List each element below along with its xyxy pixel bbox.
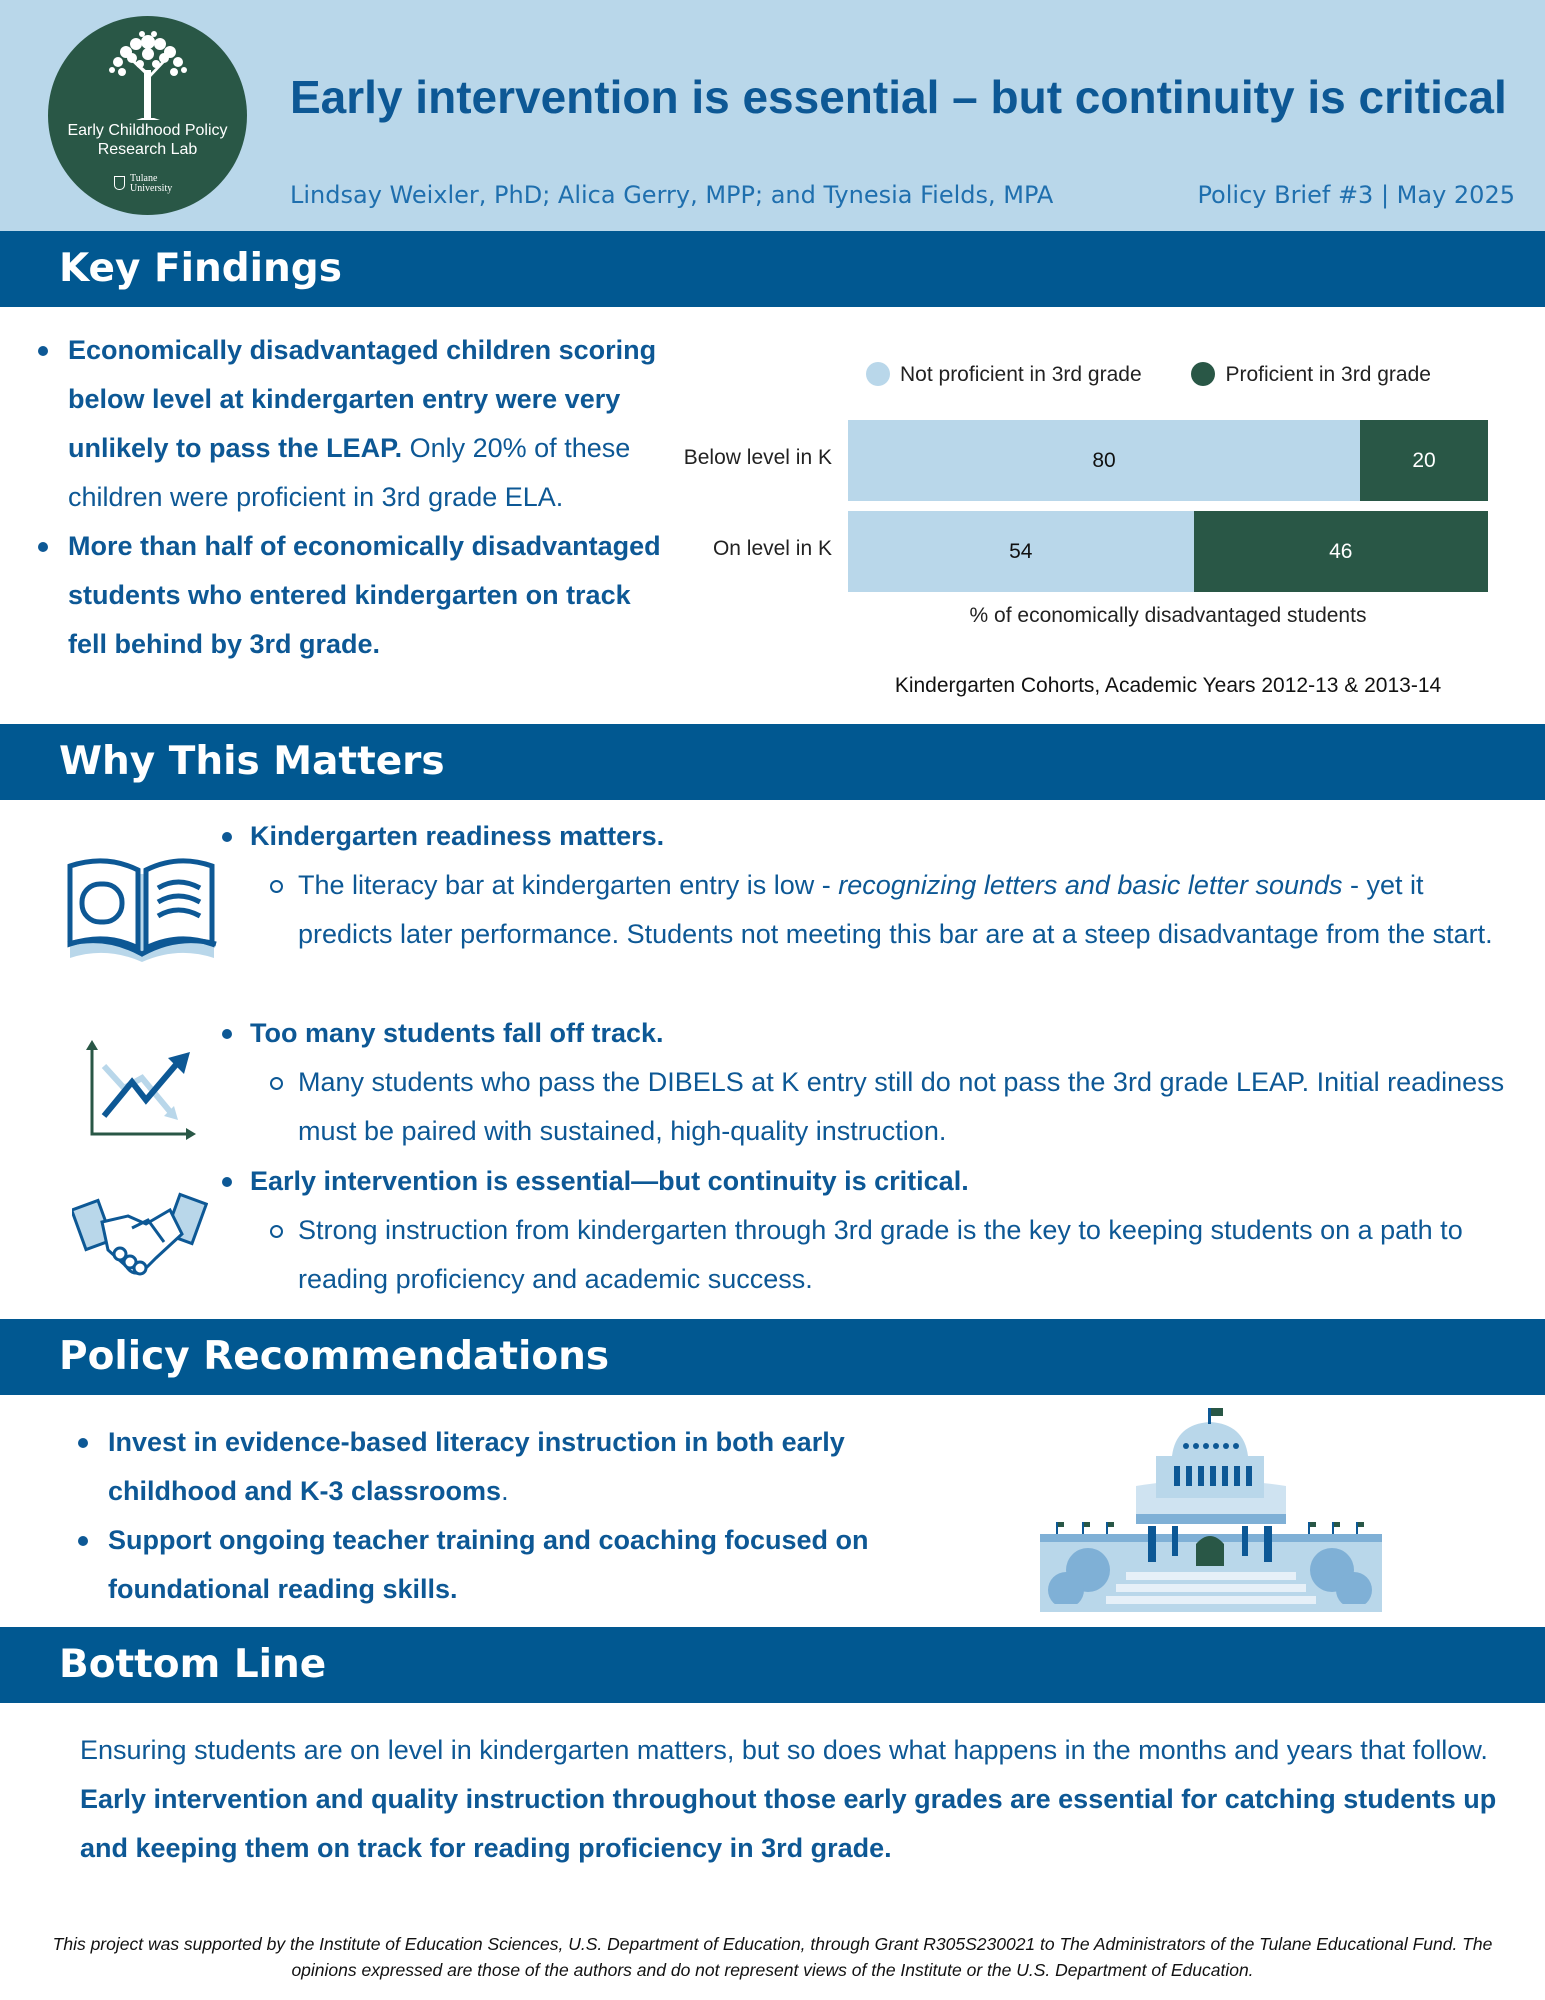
bar-value-label: 80 [1092,448,1116,472]
legend-item [1191,362,1430,387]
logo-university: Tulane University [130,173,173,194]
authors: Lindsay Weixler, PhD; Alica Gerry, MPP; and Tynesia Fields, MPA [290,181,1054,209]
bar-value-label: 54 [1009,539,1033,563]
finding-item [36,522,666,669]
matters-item [220,1009,1520,1156]
key-findings-band [0,231,1545,307]
chart-x-label: % of economically disadvantaged students [969,604,1367,627]
finding-text: Only 20% of these children were proficient in 3rd grade ELA. [68,433,631,512]
matters-detail [220,1058,1520,1156]
legend-swatch [866,362,890,386]
category-label: On level in K [712,537,832,560]
legend-swatch [1191,362,1215,386]
book-icon [66,858,218,970]
capitol-building-icon [1036,1404,1386,1616]
lab-logo [48,16,247,215]
detail-text: Strong instruction from kindergarten through 3rd grade is the key to keeping students on a path to reading proficiency and academic success. [298,1215,1463,1294]
handshake-icon [72,1192,208,1280]
matters-item [220,812,1520,959]
legend-label: Not proficient in 3rd grade [900,363,1142,386]
matters-head: Kindergarten readiness matters. [220,812,1520,861]
policy-bold: Invest in evidence-based literacy instruction in both early childhood and K-3 classrooms [108,1427,845,1506]
matters-item [220,1157,1520,1304]
policy-text: . [501,1476,509,1506]
finding-bold: More than half of economically disadvantaged students who entered kindergarten on track fell behind by 3rd grade. [68,531,661,659]
bar-value-label: 46 [1329,539,1353,563]
policy-band [0,1319,1545,1395]
bar-segment [1360,420,1488,501]
matters-detail [220,861,1520,959]
bottom-line-heading: Bottom Line [59,1642,327,1687]
page-title: Early intervention is essential – but continuity is critical [290,71,1507,123]
legend-label: Proficient in 3rd grade [1225,363,1431,386]
tree-icon [102,30,194,120]
bottom-line-bold: Early intervention and quality instruction throughout those early grades are essential for catching students up and keeping them on track for reading proficiency in 3rd grade. [80,1784,1497,1863]
category-label: Below level in K [683,446,832,469]
funding-footer: This project was supported by the Institute of Education Sciences, U.S. Department of Education, through Grant R305S230021 to The Administrators of the Tulane Educational Fund. The opinions expressed are those of the authors and do not represent views of the Institute or the U.S. Department of Education. [52,1934,1493,1980]
detail-text: - yet it predicts later performance. Students not meeting this bar are at a steep disadvantage from the start. [298,870,1493,949]
brief-label: Policy Brief #3 | May 2025 [1197,181,1515,209]
detail-text: Many students who pass the DIBELS at K entry still do not pass the 3rd grade LEAP. Initial readiness must be paired with sustained, high-quality instruction. [298,1067,1505,1146]
legend-item [866,362,1142,387]
policy-item [76,1516,936,1614]
bottom-line-band [0,1627,1545,1703]
bar-segment [848,511,1194,592]
policy-list [76,1418,936,1614]
finding-bold: Economically disadvantaged children scoring below level at kindergarten entry were very unlikely to pass the LEAP. [68,335,657,463]
bar-segment [1194,511,1488,592]
matters-head: Early intervention is essential—but continuity is critical. [220,1157,1520,1206]
header [0,0,1545,231]
why-matters-heading: Why This Matters [59,739,445,784]
bottom-line-plain: Ensuring students are on level in kindergarten matters, but so does what happens in the months and years that follow. [80,1735,1488,1765]
detail-emphasis: recognizing letters and basic letter sounds [838,870,1343,900]
key-findings-list [36,326,666,669]
finding-item [36,326,666,522]
bar-value-label: 20 [1412,448,1436,472]
policy-heading: Policy Recommendations [59,1334,610,1379]
bottom-line-text [80,1726,1520,1873]
detail-text: The literacy bar at kindergarten entry is low - [298,870,839,900]
chart-caption: Kindergarten Cohorts, Academic Years 2012-13 & 2013-14 [894,674,1442,697]
policy-item [76,1418,936,1516]
trend-chart-icon [80,1026,196,1142]
logo-title: Early Childhood Policy Research Lab [67,122,228,158]
bar-segment [848,420,1360,501]
policy-bold: Support ongoing teacher training and coaching focused on foundational reading skills. [108,1525,869,1604]
why-matters-band [0,724,1545,800]
key-findings-heading: Key Findings [59,246,342,291]
matters-detail [220,1206,1520,1304]
matters-head: Too many students fall off track. [220,1009,1520,1058]
chart-legend [866,362,1475,387]
